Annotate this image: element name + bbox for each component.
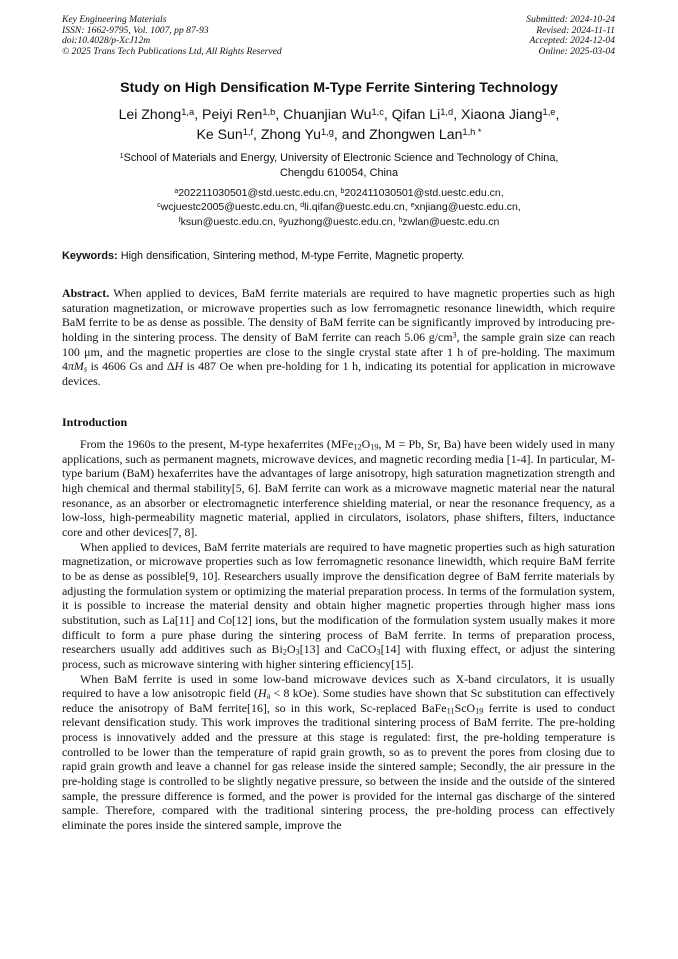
formula-subscript: 3 bbox=[376, 647, 381, 657]
email-separator: , bbox=[272, 215, 279, 228]
journal-name: Key Engineering Materials bbox=[62, 14, 167, 25]
email-mark: f bbox=[178, 216, 181, 224]
paper-title: Study on High Densification M-Type Ferrite Sintering Technology bbox=[120, 80, 558, 96]
author-name: Chuanjian Wu bbox=[283, 106, 372, 122]
formula-subscript: 19 bbox=[370, 442, 379, 452]
author-affil-mark: 1,a bbox=[181, 106, 195, 117]
paragraph-text: When applied to devices, BaM ferrite materials are required to have magnetic properties such as high saturation magnetization, or microwave properties such as low ferromagnetic resonance linewidth, which require BaM ferrite to be as dense as possible[9, 10]. Researchers usually improve the densification degree of BaM ferrite materials by adjusting the formulation system or optimizing the material preparation process. In terms of the formulation system, it is possible to increase the material density and obtain higher magnetic properties through higher mass ions substitution, such as La[11] and Co[12] ions, but the modification of the formulation system usually makes it more difficult to form a pure phase during the sintering process of BaM ferrite. In terms of preparation process, researchers usually add additives such as Bi bbox=[62, 539, 615, 657]
formula-subscript: 12 bbox=[353, 442, 362, 452]
email-address[interactable]: 202411030501@std.uestc.edu.cn bbox=[344, 187, 501, 199]
journal-header-left bbox=[62, 15, 282, 57]
abstract-symbol: H bbox=[174, 359, 184, 374]
author-name: Zhongwen Lan bbox=[369, 126, 463, 142]
section-heading-introduction: Introduction bbox=[62, 415, 128, 429]
abstract-subscript: s bbox=[83, 364, 88, 374]
author-affil-mark: 1,d bbox=[440, 106, 454, 117]
copyright-line: © 2025 Trans Tech Publications Ltd, All Rights Reserved bbox=[62, 45, 282, 57]
email-separator: , bbox=[294, 201, 301, 214]
email-address[interactable]: 202211030501@std.uestc.edu.cn bbox=[178, 187, 335, 199]
email-mark: d bbox=[300, 202, 305, 210]
online-date: Online: 2025-03-04 bbox=[538, 45, 615, 57]
author-affil-mark: 1,h * bbox=[462, 126, 482, 137]
submitted-date: Submitted: 2024-10-24 bbox=[526, 14, 615, 25]
email-address[interactable]: ksun@uestc.edu.cn bbox=[180, 215, 273, 228]
author-name: Zhong Yu bbox=[260, 126, 321, 142]
author-name: Qifan Li bbox=[391, 106, 441, 122]
formula-subscript: a bbox=[266, 691, 271, 701]
author-separator: , bbox=[383, 106, 392, 122]
paragraph-text: [13] and CaCO bbox=[299, 642, 377, 657]
email-separator: , bbox=[392, 215, 399, 228]
email-mark: c bbox=[157, 202, 161, 210]
email-line-1 bbox=[50, 186, 628, 200]
formula-subscript: 11 bbox=[446, 706, 455, 716]
abstract bbox=[62, 286, 615, 389]
email-mark: a bbox=[174, 187, 179, 195]
email-address[interactable]: wcjuestc2005@uestc.edu.cn bbox=[160, 201, 295, 214]
author-separator: , bbox=[453, 106, 462, 122]
email-line-3 bbox=[50, 215, 628, 229]
accepted-date: Accepted: 2024-12-04 bbox=[529, 35, 615, 47]
paragraph-text: O bbox=[361, 437, 371, 451]
paragraph-text: , M = Pb, Sr, Ba) have been widely used in many applications, such as permanent magnets, microwave devices, and magnetic recording media [1-4]. In particular, M-type barium (BaM) hexaferrites have the advantages of large anisotropy, high saturation magnetization strength and high chemical and thermal stability[5, 6]. BaM ferrite can work as a microwave magnetic material near the natural resonance, as an absorber or electromagnetic interference shielding material, or near the resonance frequency, as a low-loss, high-permeability magnetic material, applied in circulators, isolators, phase shifters, filters, inductance core and other devices[7, 8]. bbox=[62, 437, 615, 539]
paragraph-text: When BaM ferrite is used in some low-band microwave devices such as X-band circulators, it is usually required to have a low anisotropic field ( bbox=[62, 671, 615, 701]
paragraph-text: ScO bbox=[454, 700, 476, 715]
doi-line: doi:10.4028/p-XcJ12m bbox=[62, 35, 151, 47]
author-separator: , bbox=[555, 106, 560, 122]
formula-subscript: 3 bbox=[295, 647, 300, 657]
abstract-text: , the sample grain size can reach 100 μm, and the magnetic properties are close to the single crystal state after 1 h of pre-holding. The maximum 4 bbox=[62, 329, 616, 374]
introduction-body bbox=[62, 437, 615, 833]
paragraph-text: From the 1960s to the present, M-type hexaferrites (MFe bbox=[80, 437, 354, 451]
keywords-label: Keywords: bbox=[62, 250, 118, 262]
abstract-text: is 487 Oe when pre-holding for 1 h, indicating its potential for application in microwave devices. bbox=[62, 359, 615, 388]
author-affil-mark: 1,f bbox=[242, 126, 254, 137]
paragraph-text: [14] with fluxing effect, or adjust the sintering process, such as microwave sintering with higher sintering efficiency[15]. bbox=[62, 642, 616, 671]
intro-paragraph-3 bbox=[62, 672, 615, 833]
intro-paragraph-2 bbox=[62, 540, 615, 672]
author-line-2 bbox=[50, 124, 628, 144]
email-mark: e bbox=[410, 202, 415, 210]
email-list bbox=[50, 186, 628, 229]
email-address[interactable]: li.qifan@uestc.edu.cn bbox=[304, 201, 405, 214]
email-separator: , bbox=[334, 187, 341, 199]
email-separator: , bbox=[404, 201, 411, 214]
author-name: Ke Sun bbox=[196, 126, 243, 142]
email-address[interactable]: yuzhong@uestc.edu.cn bbox=[282, 215, 393, 228]
author-affil-mark: 1,c bbox=[371, 106, 384, 117]
affiliation bbox=[50, 151, 628, 180]
revised-date: Revised: 2024-11-11 bbox=[536, 24, 615, 36]
email-mark: g bbox=[278, 216, 283, 224]
abstract-superscript: 3 bbox=[452, 330, 457, 340]
issn-line: ISSN: 1662-9795, Vol. 1007, pp 87-93 bbox=[62, 24, 209, 36]
formula-subscript: 19 bbox=[475, 706, 484, 716]
author-line-1 bbox=[50, 104, 628, 124]
author-list bbox=[50, 104, 628, 144]
email-address[interactable]: zwlan@uestc.edu.cn bbox=[402, 215, 500, 228]
email-separator: , bbox=[517, 201, 521, 214]
affiliation-text: School of Materials and Energy, University of Electronic Science and Technology of China, bbox=[123, 152, 559, 164]
paragraph-text: ferrite is used to conduct relevant densification study. This work improves the traditional sintering process of BaM ferrite. The pre-holding process is innovatively added and the pressure at this stage is regulated: first, the pre-holding temperature is controlled to be lower than the temperature of rapid grain growth, so as to prevent the pores from closing due to rapid grain growth and leave a channel for gas release inside the sintered sample; Secondly, the air pressure in the pre-holding stage is controlled to be slightly negative pressure, so between the inside and the outside of the sintered sample, the pressure difference is formed, and the power is provided for the internal gas discharge of the sintered sample. Therefore, compared with the traditional sintering process, the pre-holding process can effectively eliminate the pores inside the sintered sample, improve the bbox=[62, 700, 615, 833]
affiliation-line-2: Chengdu 610054, China bbox=[279, 166, 399, 179]
email-line-2 bbox=[50, 200, 628, 214]
author-name: Lei Zhong bbox=[118, 106, 182, 122]
author-name: Xiaona Jiang bbox=[461, 106, 543, 122]
abstract-label: Abstract. bbox=[62, 286, 110, 300]
formula-subscript: 2 bbox=[282, 647, 287, 657]
email-mark: h bbox=[398, 216, 403, 224]
paragraph-text: < 8 kOe). Some studies have shown that Sc substitution can effectively reduce the anisotropy of BaM ferrite[16], so in this work, Sc-replaced BaFe bbox=[62, 686, 615, 715]
author-affil-mark: 1,g bbox=[320, 126, 334, 137]
paragraph-text: O bbox=[286, 642, 296, 657]
author-separator: , and bbox=[333, 126, 370, 142]
keywords-line bbox=[62, 249, 622, 263]
abstract-text: When applied to devices, BaM ferrite materials are required to have magnetic properties such as high saturation magnetization, or microwave properties such as low ferromagnetic resonance linewidth, which require BaM ferrite to be as dense as possible. The density of BaM ferrite can be significantly improved by introducing pre-holding in the sintering process. The density of BaM ferrite can reach 5.06 g/cm bbox=[62, 286, 615, 344]
abstract-symbol: πM bbox=[67, 359, 84, 374]
affiliation-line-1 bbox=[50, 151, 628, 166]
author-affil-mark: 1,e bbox=[542, 106, 556, 117]
journal-header-right bbox=[526, 15, 615, 57]
formula-symbol: H bbox=[257, 686, 267, 701]
author-name: Peiyi Ren bbox=[202, 106, 263, 122]
intro-paragraph-1 bbox=[62, 437, 615, 540]
affiliation-mark: 1 bbox=[119, 150, 124, 160]
author-affil-mark: 1,b bbox=[262, 106, 276, 117]
email-mark: b bbox=[340, 187, 345, 195]
abstract-text: is 4606 Gs and Δ bbox=[87, 359, 175, 374]
author-separator: , bbox=[253, 126, 261, 142]
author-separator: , bbox=[194, 106, 203, 122]
email-address[interactable]: xnjiang@uestc.edu.cn bbox=[414, 201, 518, 214]
author-separator: , bbox=[275, 106, 284, 122]
email-separator: , bbox=[500, 187, 504, 199]
keywords-text: High densification, Sintering method, M-type Ferrite, Magnetic property. bbox=[117, 250, 465, 262]
